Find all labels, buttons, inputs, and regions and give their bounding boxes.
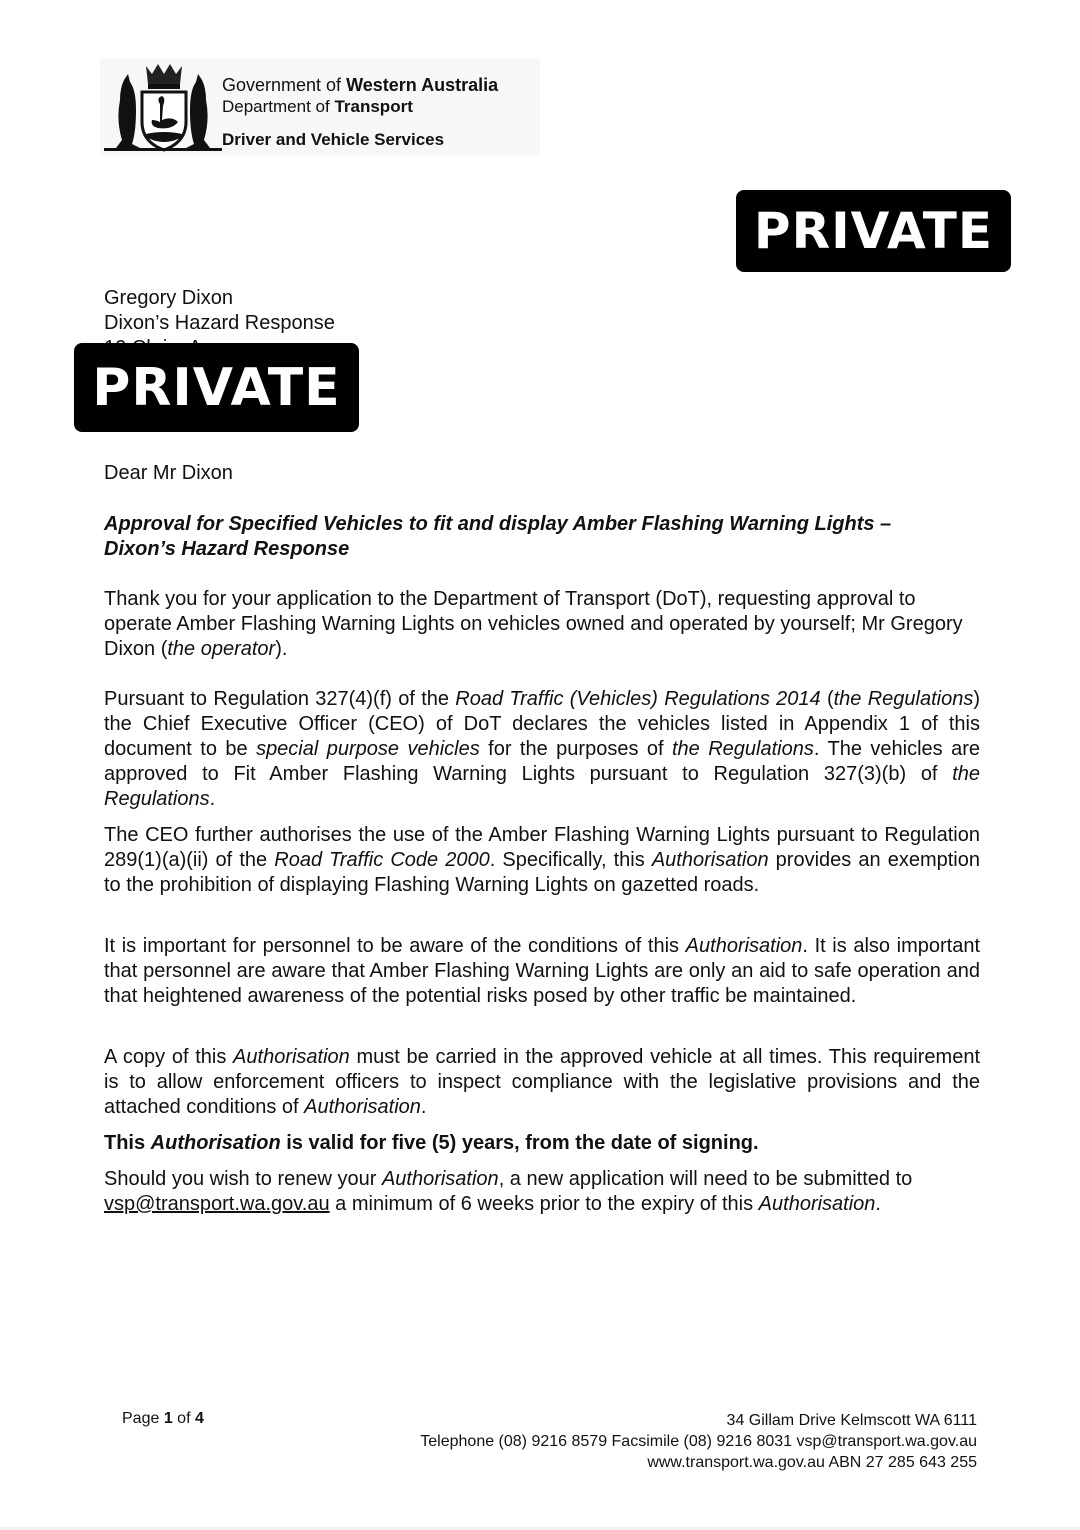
subject-line-2: Dixon’s Hazard Response: [104, 538, 350, 560]
division-title: Driver and Vehicle Services: [222, 130, 445, 149]
subject-heading: [104, 512, 980, 562]
paragraph-application: Thank you for your application to the Department of Transport (DoT), requesting approval to operate Amber Flashing Warning Lights on vehicles owned and operated by yourself; Mr Gregory Dixon (the operator).: [104, 588, 963, 660]
private-redaction-address: PRIVATE: [74, 343, 359, 432]
footer-address: 34 Gillam Drive Kelmscott WA 6111: [726, 1412, 977, 1429]
footer-web-abn: www.transport.wa.gov.au ABN 27 285 643 255: [647, 1454, 977, 1471]
paragraph-renewal: Should you wish to renew your Authorisation, a new application will need to be submitted to vsp@transport.wa.gov.au a minimum of 6 weeks prior to the expiry of this Authorisation.: [104, 1168, 913, 1215]
recipient-name: Gregory Dixon: [104, 287, 233, 309]
private-redaction-top: PRIVATE: [736, 190, 1011, 272]
department-title: Department of Transport: [222, 97, 413, 116]
salutation: Dear Mr Dixon: [104, 462, 233, 484]
paragraph-awareness: It is important for personnel to be aware of the conditions of this Authorisation. It is also important that personnel are aware that Amber Flashing Warning Lights are only an aid to safe operation and that heightened awareness of the potential risks posed by other traffic be maintained.: [104, 935, 980, 1007]
page-number: Page 1 of 4: [122, 1410, 204, 1427]
subject-line-1: Approval for Specified Vehicles to fit and display Amber Flashing Warning Lights –: [104, 513, 892, 535]
paragraph-validity: This Authorisation is valid for five (5) years, from the date of signing.: [104, 1132, 759, 1154]
footer-phone-fax-email: Telephone (08) 9216 8579 Facsimile (08) 9216 8031 vsp@transport.wa.gov.au: [420, 1433, 977, 1450]
recipient-company: Dixon’s Hazard Response: [104, 312, 335, 334]
government-title: Government of Western Australia: [222, 75, 499, 95]
letterhead: [100, 58, 540, 156]
footer-contact: [420, 1410, 977, 1473]
paragraph-declaration: Pursuant to Regulation 327(4)(f) of the Road Traffic (Vehicles) Regulations 2014 (the Regulations) the Chief Executive Officer (CEO) of DoT declares the vehicles listed in Appendix 1 of this document to be special purpose vehicles for the purposes of the Regulations. The vehicles are approved to Fit Amber Flashing Warning Lights pursuant to Regulation 327(3)(b) of the Regulations.: [104, 688, 981, 810]
paragraph-copy-carried: A copy of this Authorisation must be carried in the approved vehicle at all times. This requirement is to allow enforcement officers to inspect compliance with the legislative provisions and the attached conditions of Authorisation.: [104, 1046, 980, 1118]
email-link[interactable]: vsp@transport.wa.gov.au: [104, 1193, 330, 1215]
paragraph-exemption: The CEO further authorises the use of the Amber Flashing Warning Lights pursuant to Regulation 289(1)(a)(ii) of the Road Traffic Code 2000. Specifically, this Authorisation provides an exemption to the prohibition of displaying Flashing Warning Lights on gazetted roads.: [104, 824, 980, 896]
coat-of-arms-icon: [102, 60, 224, 154]
